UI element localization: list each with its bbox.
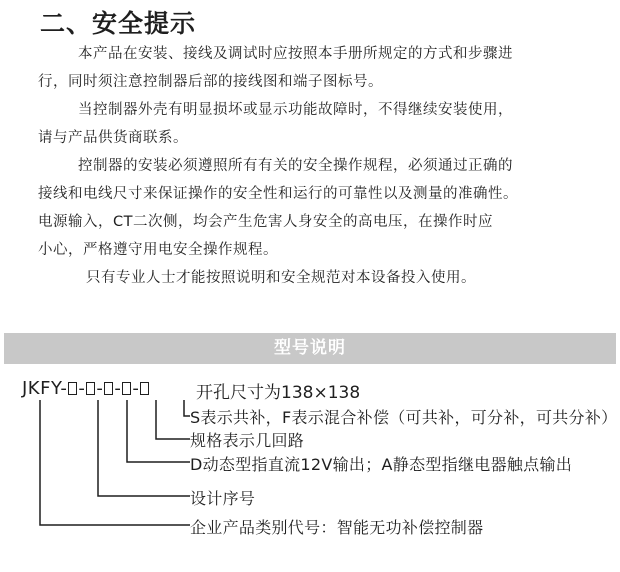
model-prefix: JKFY- <box>22 378 68 399</box>
paragraph-line: 本产品在安装、接线及调试时应按照本手册所规定的方式和步骤进 <box>78 46 513 62</box>
paragraph-line: 请与产品供货商联系。 <box>38 130 188 146</box>
paragraph-line: 接线和电线尺寸来保证操作的安全性和运行的可靠性以及测量的准确性。 <box>38 186 518 202</box>
paragraph-line: 电源输入，CT二次侧，均会产生危害人身安全的高电压，在操作时应 <box>38 214 493 230</box>
paragraph-line: 只有专业人士才能按照说明和安全规范对本设备投入使用。 <box>86 270 476 286</box>
paragraph-line: 小心，严格遵守用电安全操作规程。 <box>38 242 278 258</box>
description-line: D动态型指直流12V输出；A静态型指继电器触点输出 <box>190 455 573 474</box>
description-line: 设计序号 <box>190 489 256 508</box>
paragraph-line: 当控制器外壳有明显损坏或显示功能故障时，不得继续安装使用， <box>78 102 513 118</box>
section-title: 二、安全提示 <box>40 9 197 38</box>
model-code: JKFY- - - - - <box>22 378 150 399</box>
description-line: 企业产品类别代号：智能无功补偿控制器 <box>190 518 484 537</box>
paragraph-line: 控制器的安装必须遵照所有有关的安全操作规程，必须通过正确的 <box>78 158 513 174</box>
model-banner-title: 型号说明 <box>274 338 346 358</box>
description-line: 规格表示几回路 <box>190 431 305 450</box>
paragraph-line: 行，同时须注意控制器后部的接线图和端子图标号。 <box>38 74 383 90</box>
hole-size: 开孔尺寸为138×138 <box>196 383 361 403</box>
description-line: S表示共补，F表示混合补偿（可共补，可分补，可共分补） <box>190 408 618 427</box>
